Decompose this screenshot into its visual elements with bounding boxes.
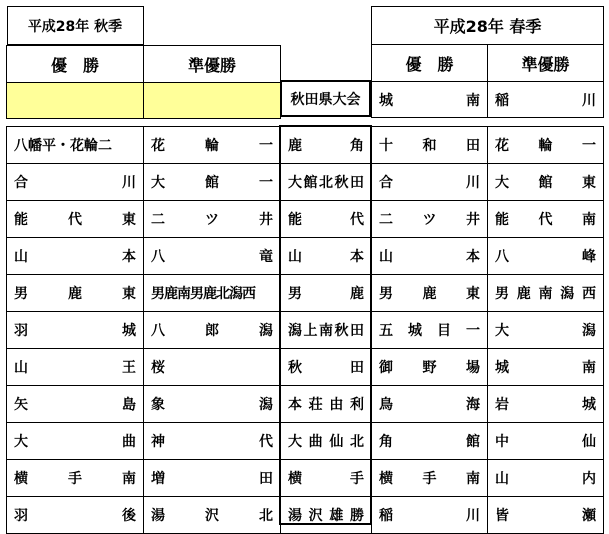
spring-winner: 鳥 海 (379, 397, 480, 413)
spring-prefecture-runner-up-cell (488, 82, 604, 118)
autumn-runner-up-cell (144, 349, 281, 386)
region-cell (281, 238, 372, 275)
prefecture-label: 秋田県大会 (280, 80, 371, 117)
autumn-runner-up-cell (144, 497, 281, 534)
spring-runner-up: 能 代 南 (495, 212, 596, 228)
autumn-runner-up: 桜 (151, 360, 165, 376)
table-row (7, 349, 604, 386)
spring-runner-up: 男 鹿 南 潟 西 (495, 286, 596, 302)
spring-winner-cell (372, 460, 488, 497)
autumn-prefecture-winner (7, 83, 144, 119)
autumn-runner-up: 大 館 一 (151, 175, 273, 191)
spring-winner: 横 手 南 (379, 471, 480, 487)
table-row (7, 164, 604, 201)
spring-runner-up: 山 内 (495, 471, 596, 487)
spring-winner: 合 川 (379, 175, 480, 191)
autumn-winner-cell (7, 497, 144, 534)
autumn-winner-cell (7, 460, 144, 497)
autumn-runner-up: 二 ツ 井 (151, 212, 273, 228)
autumn-runner-up-cell (144, 127, 281, 164)
autumn-runner-up-header: 準優勝 (144, 46, 281, 83)
table-row (7, 423, 604, 460)
spring-prefecture-winner-cell (372, 82, 488, 118)
autumn-winner: 男 鹿 東 (14, 286, 136, 302)
spring-runner-up: 八 峰 (495, 249, 596, 265)
autumn-winner: 山 本 (14, 249, 136, 265)
region-cell (281, 423, 372, 460)
autumn-prefecture-runner-up (144, 83, 281, 119)
spring-winner: 男 鹿 東 (379, 286, 480, 302)
table-row (7, 275, 604, 312)
region: 能 代 (288, 212, 364, 228)
autumn-winner: 矢 島 (14, 397, 136, 413)
region-cell (281, 201, 372, 238)
autumn-winner-cell (7, 127, 144, 164)
spring-title: 平成28年 春季 (372, 7, 604, 45)
spring-winner: 山 本 (379, 249, 480, 265)
autumn-winner-cell (7, 201, 144, 238)
table-row (7, 127, 604, 164)
autumn-runner-up: 増 田 (151, 471, 273, 487)
autumn-runner-up-cell (144, 312, 281, 349)
region-cell (281, 164, 372, 201)
autumn-winner-header: 優 勝 (7, 46, 144, 83)
spring-winner-cell (372, 497, 488, 534)
spring-winner-cell (372, 201, 488, 238)
spring-winner-cell (372, 164, 488, 201)
region-cell (281, 349, 372, 386)
autumn-winner-cell (7, 275, 144, 312)
region: 山 本 (288, 249, 364, 265)
region: 大 館 北 秋 田 (288, 175, 364, 191)
autumn-runner-up-cell (144, 423, 281, 460)
spring-prefecture-runner-up: 稲 川 (495, 92, 596, 109)
table-row (7, 386, 604, 423)
region-cell (281, 460, 372, 497)
table-row (7, 201, 604, 238)
spring-winner-cell (372, 238, 488, 275)
autumn-winner: 八幡平・花輪二 (14, 138, 112, 154)
table-row (7, 460, 604, 497)
autumn-runner-up-cell (144, 275, 281, 312)
region-cell (281, 312, 372, 349)
spring-runner-up-header: 準優勝 (488, 45, 604, 82)
spring-runner-up-cell (488, 201, 604, 238)
spring-runner-up-cell (488, 127, 604, 164)
region: 潟 上 南 秋 田 (288, 323, 364, 339)
table-row (7, 312, 604, 349)
autumn-winner-cell (7, 386, 144, 423)
spring-winner-cell (372, 275, 488, 312)
spring-runner-up-cell (488, 238, 604, 275)
autumn-winner-cell (7, 423, 144, 460)
results-table-body (7, 127, 604, 534)
autumn-runner-up: 湯 沢 北 (151, 508, 273, 524)
spring-winner: 稲 川 (379, 508, 480, 524)
region-cell (281, 497, 372, 534)
autumn-runner-up-cell (144, 460, 281, 497)
autumn-runner-up: 神 代 (151, 434, 273, 450)
region: 湯 沢 雄 勝 (288, 508, 364, 524)
spring-runner-up: 大 潟 (495, 323, 596, 339)
spring-winner-cell (372, 386, 488, 423)
autumn-header-table (6, 6, 281, 119)
spring-prefecture-winner: 城 南 (379, 92, 480, 109)
spring-header-table (371, 6, 604, 118)
autumn-winner: 大 曲 (14, 434, 136, 450)
spring-winner-cell (372, 127, 488, 164)
autumn-winner: 合 川 (14, 175, 136, 191)
autumn-winner: 羽 城 (14, 323, 136, 339)
autumn-winner-cell (7, 238, 144, 275)
spring-runner-up-cell (488, 497, 604, 534)
spring-winner-cell (372, 349, 488, 386)
autumn-runner-up: 象 潟 (151, 397, 273, 413)
spring-winner-cell (372, 423, 488, 460)
autumn-runner-up: 八 竜 (151, 249, 273, 265)
spring-runner-up: 城 南 (495, 360, 596, 376)
spring-runner-up-cell (488, 423, 604, 460)
spring-runner-up-cell (488, 349, 604, 386)
spring-winner: 五 城 目 一 (379, 323, 480, 339)
region: 本 荘 由 利 (288, 397, 364, 413)
autumn-winner-cell (7, 164, 144, 201)
autumn-runner-up-cell (144, 386, 281, 423)
spring-winner-header: 優 勝 (372, 45, 488, 82)
table-row (7, 238, 604, 275)
region-cell (281, 127, 372, 164)
region: 横 手 (288, 471, 364, 487)
spring-runner-up-cell (488, 460, 604, 497)
autumn-winner: 山 王 (14, 360, 136, 376)
autumn-winner: 能 代 東 (14, 212, 136, 228)
spring-runner-up: 中 仙 (495, 434, 596, 450)
spring-winner: 十 和 田 (379, 138, 480, 154)
autumn-title: 平成28年 秋季 (7, 6, 144, 45)
autumn-runner-up-cell (144, 238, 281, 275)
region: 大 曲 仙 北 (288, 434, 364, 450)
region: 秋 田 (288, 360, 364, 376)
autumn-runner-up: 男鹿南男鹿北潟西 (151, 286, 255, 302)
region-cell (281, 386, 372, 423)
spring-winner-cell (372, 312, 488, 349)
spring-runner-up-cell (488, 275, 604, 312)
autumn-winner: 羽 後 (14, 508, 136, 524)
autumn-winner: 横 手 南 (14, 471, 136, 487)
spring-winner: 角 館 (379, 434, 480, 450)
spring-runner-up-cell (488, 164, 604, 201)
results-table (6, 126, 604, 534)
autumn-runner-up: 花 輪 一 (151, 138, 273, 154)
autumn-winner-cell (7, 349, 144, 386)
autumn-runner-up-cell (144, 164, 281, 201)
spring-winner: 御 野 場 (379, 360, 480, 376)
autumn-runner-up: 八 郎 潟 (151, 323, 273, 339)
spring-runner-up-cell (488, 386, 604, 423)
region: 鹿 角 (288, 138, 364, 154)
spring-winner: 二 ツ 井 (379, 212, 480, 228)
spring-runner-up: 大 館 東 (495, 175, 596, 191)
region-cell (281, 275, 372, 312)
region: 男 鹿 (288, 286, 364, 302)
table-row (7, 497, 604, 534)
spring-runner-up: 皆 瀬 (495, 508, 596, 524)
autumn-winner-cell (7, 312, 144, 349)
spring-runner-up: 岩 城 (495, 397, 596, 413)
autumn-runner-up-cell (144, 201, 281, 238)
spring-runner-up: 花 輪 一 (495, 138, 596, 154)
spring-runner-up-cell (488, 312, 604, 349)
